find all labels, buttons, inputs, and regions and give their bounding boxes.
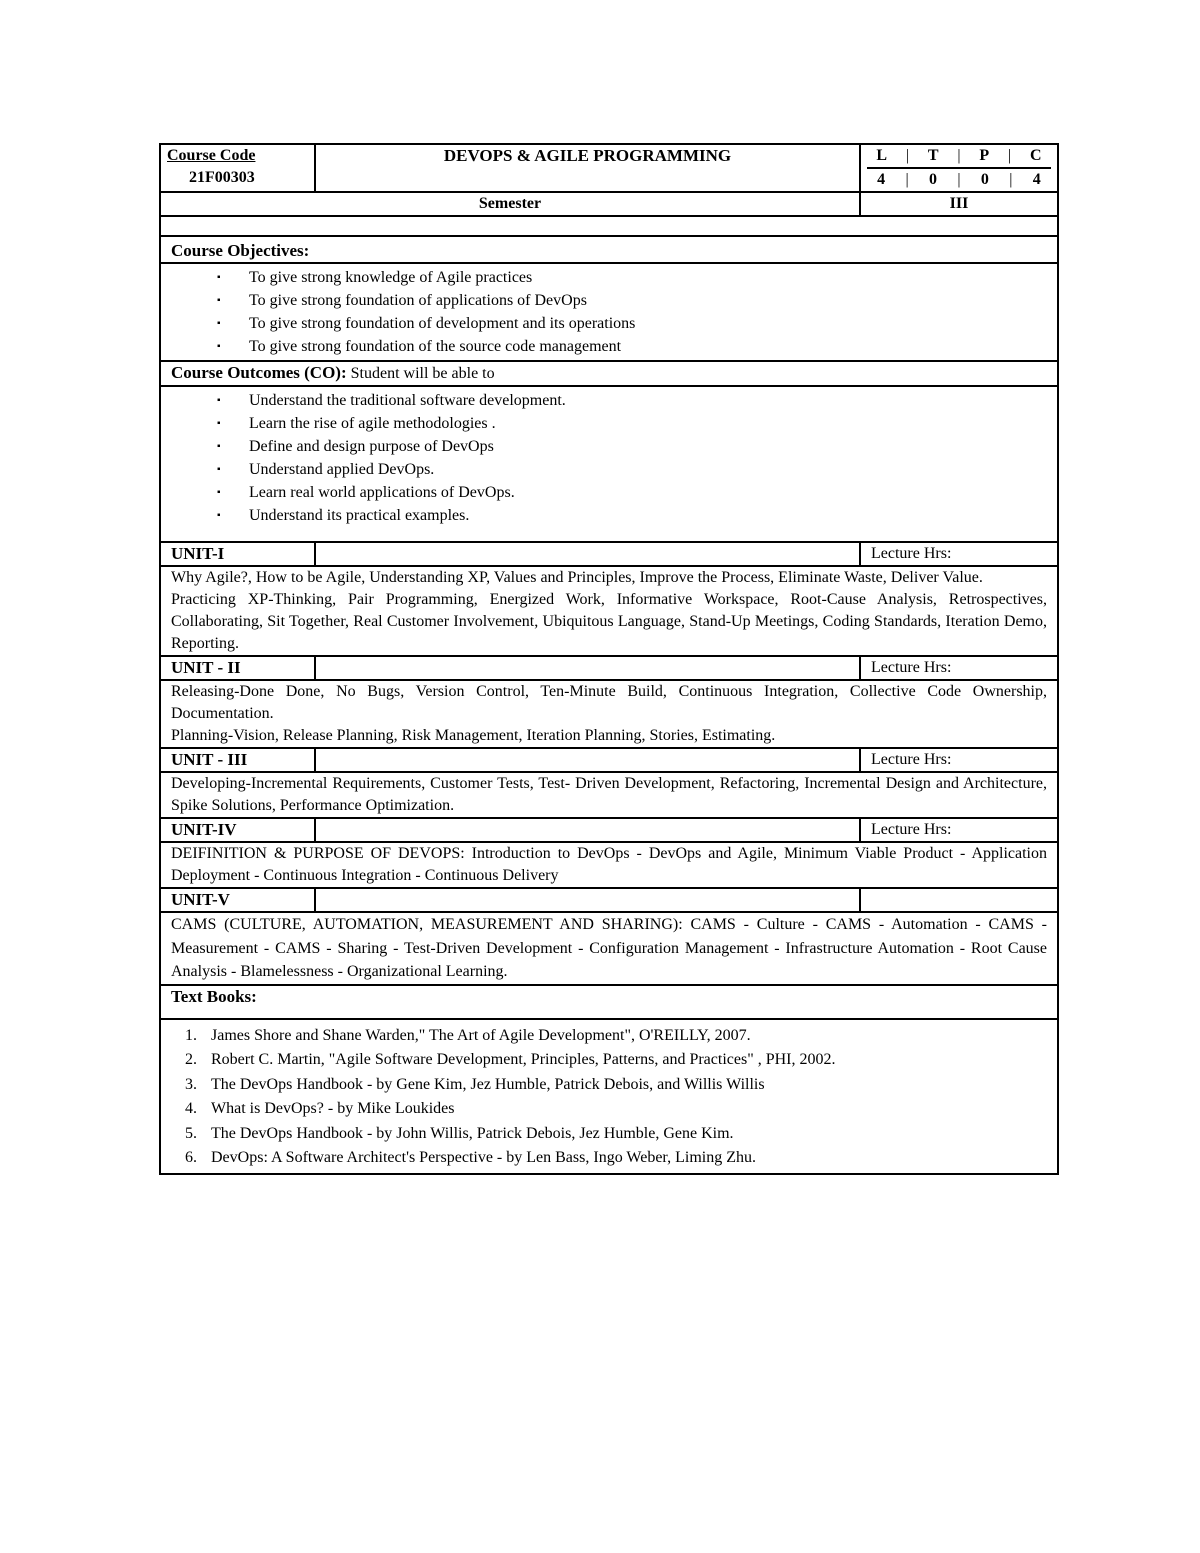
unit-3-body <box>160 772 1058 818</box>
unit-4-lecture: Lecture Hrs: <box>860 818 1058 842</box>
unit-1-header <box>160 542 1058 566</box>
course-code-label: Course Code <box>167 147 256 164</box>
list-item: ▪ Understand the traditional software development. <box>249 389 1047 412</box>
unit-3-header <box>160 748 1058 772</box>
unit-3-title: UNIT - III <box>160 748 315 772</box>
list-item: 1. James Shore and Shane Warden," The Art of Agile Development", O'REILLY, 2007. <box>201 1024 1047 1049</box>
outcomes-list-row <box>160 386 1058 542</box>
unit-1-paragraph-1: Why Agile?, How to be Agile, Understanding XP, Values and Principles, Improve the Process, Eliminate Waste, Deliver Value. <box>171 569 983 586</box>
ltpc-label-c: C <box>1030 147 1042 164</box>
unit-1-paragraph-2: Practicing XP-Thinking, Pair Programming, Energized Work, Informative Workspace, Root-Cause Analysis, Retrospectives, Collaborating, Sit Together, Real Customer Involvement, Ubiquitous Language, Stand-Up Meetings, Coding Standards, Iteration Demo, Reporting. <box>171 591 1047 652</box>
course-code-value: 21F00303 <box>189 169 255 186</box>
objectives-list-row <box>160 263 1058 361</box>
list-item: ▪ To give strong foundation of the source code management <box>249 335 1047 358</box>
list-item: 5. The DevOps Handbook - by John Willis, Patrick Debois, Jez Humble, Gene Kim. <box>201 1122 1047 1147</box>
header-row <box>160 144 1058 192</box>
objectives-title: Course Objectives: <box>160 236 1058 263</box>
unit-2-paragraph-1: Releasing-Done Done, No Bugs, Version Control, Ten-Minute Build, Continuous Integration, Collective Code Ownership, Documentation. <box>171 683 1047 722</box>
semester-row <box>160 192 1058 216</box>
syllabus-table <box>159 143 1059 1175</box>
unit-4-title: UNIT-IV <box>160 818 315 842</box>
course-title: DEVOPS & AGILE PROGRAMMING <box>443 146 732 165</box>
textbooks-title: Text Books: <box>160 985 1058 1019</box>
list-item: 3. The DevOps Handbook - by Gene Kim, Jez Humble, Patrick Debois, and Willis Willis <box>201 1073 1047 1098</box>
course-title-cell <box>315 144 860 192</box>
unit-3-lecture: Lecture Hrs: <box>860 748 1058 772</box>
textbooks-title-row <box>160 985 1058 1019</box>
unit-4-body <box>160 842 1058 888</box>
unit-5-header <box>160 888 1058 912</box>
ltpc-label-p: P <box>979 147 990 164</box>
unit-1-body <box>160 566 1058 656</box>
unit-2-lecture: Lecture Hrs: <box>860 656 1058 680</box>
unit-2-header <box>160 656 1058 680</box>
list-item: ▪ Define and design purpose of DevOps <box>249 435 1047 458</box>
unit-5-body <box>160 912 1058 985</box>
unit-4-paragraph-1: DEIFINITION & PURPOSE OF DEVOPS: Introduction to DevOps - DevOps and Agile, Minimum Viable Product - Application Deployment - Continuous Integration - Continuous Delivery <box>171 845 1047 884</box>
semester-value: III <box>860 192 1058 216</box>
spacer-row <box>160 216 1058 236</box>
list-item: ▪ To give strong foundation of applications of DevOps <box>249 289 1047 312</box>
list-item: 4. What is DevOps? - by Mike Loukides <box>201 1097 1047 1122</box>
unit-5-lecture <box>860 888 1058 912</box>
textbooks-list-row <box>160 1019 1058 1174</box>
course-code-cell <box>160 144 315 192</box>
semester-label: Semester <box>160 192 860 216</box>
ltpc-cell <box>860 144 1058 192</box>
list-item: ▪ Learn the rise of agile methodologies . <box>249 412 1047 435</box>
ltpc-value-p: 0 <box>980 171 989 188</box>
list-item: ▪ Understand applied DevOps. <box>249 458 1047 481</box>
unit-2-title: UNIT - II <box>160 656 315 680</box>
ltpc-value-c: 4 <box>1032 171 1041 188</box>
unit-2-body <box>160 680 1058 748</box>
outcomes-subtitle: Student will be able to <box>350 365 495 382</box>
unit-1-lecture: Lecture Hrs: <box>860 542 1058 566</box>
list-item: ▪ Understand its practical examples. <box>249 504 1047 527</box>
syllabus-sheet <box>159 143 1057 1175</box>
list-item: 2. Robert C. Martin, "Agile Software Development, Principles, Patterns, and Practices" , PHI, 2002. <box>201 1048 1047 1073</box>
unit-3-paragraph-1: Developing-Incremental Requirements, Customer Tests, Test- Driven Development, Refactoring, Incremental Design and Architecture, Spike Solutions, Performance Optimization. <box>171 775 1047 814</box>
list-item: ▪ To give strong foundation of development and its operations <box>249 312 1047 335</box>
objectives-list <box>171 264 1047 360</box>
list-item: ▪ Learn real world applications of DevOps. <box>249 481 1047 504</box>
unit-1-title: UNIT-I <box>160 542 315 566</box>
unit-5-paragraph-1: CAMS (CULTURE, AUTOMATION, MEASUREMENT AND SHARING): CAMS - Culture - CAMS - Automation - CAMS - Measurement - CAMS - Sharing - Test-Driven Development - Configuration Management - Infrastructure Automation - Root Cause Analysis - Blamelessness - Organizational Learning. <box>171 916 1047 980</box>
ltpc-label-l: L <box>876 147 888 164</box>
outcomes-title-row <box>160 361 1058 386</box>
outcomes-list <box>171 387 1047 529</box>
ltpc-value-l: 4 <box>877 171 886 188</box>
ltpc-values: 4 | 0 | 0 | 4 <box>867 167 1051 191</box>
list-item: ▪ To give strong knowledge of Agile practices <box>249 266 1047 289</box>
ltpc-label-t: T <box>927 147 939 164</box>
unit-2-paragraph-2: Planning-Vision, Release Planning, Risk Management, Iteration Planning, Stories, Estimating. <box>171 727 776 744</box>
ltpc-labels: L | T | P | C <box>867 145 1051 167</box>
list-item: 6. DevOps: A Software Architect's Perspective - by Len Bass, Ingo Weber, Liming Zhu. <box>201 1146 1047 1171</box>
ltpc-value-t: 0 <box>929 171 938 188</box>
unit-5-title: UNIT-V <box>160 888 315 912</box>
outcomes-title: Course Outcomes (CO): <box>171 363 347 382</box>
textbooks-list <box>161 1020 1047 1173</box>
objectives-title-row <box>160 236 1058 263</box>
unit-4-header <box>160 818 1058 842</box>
